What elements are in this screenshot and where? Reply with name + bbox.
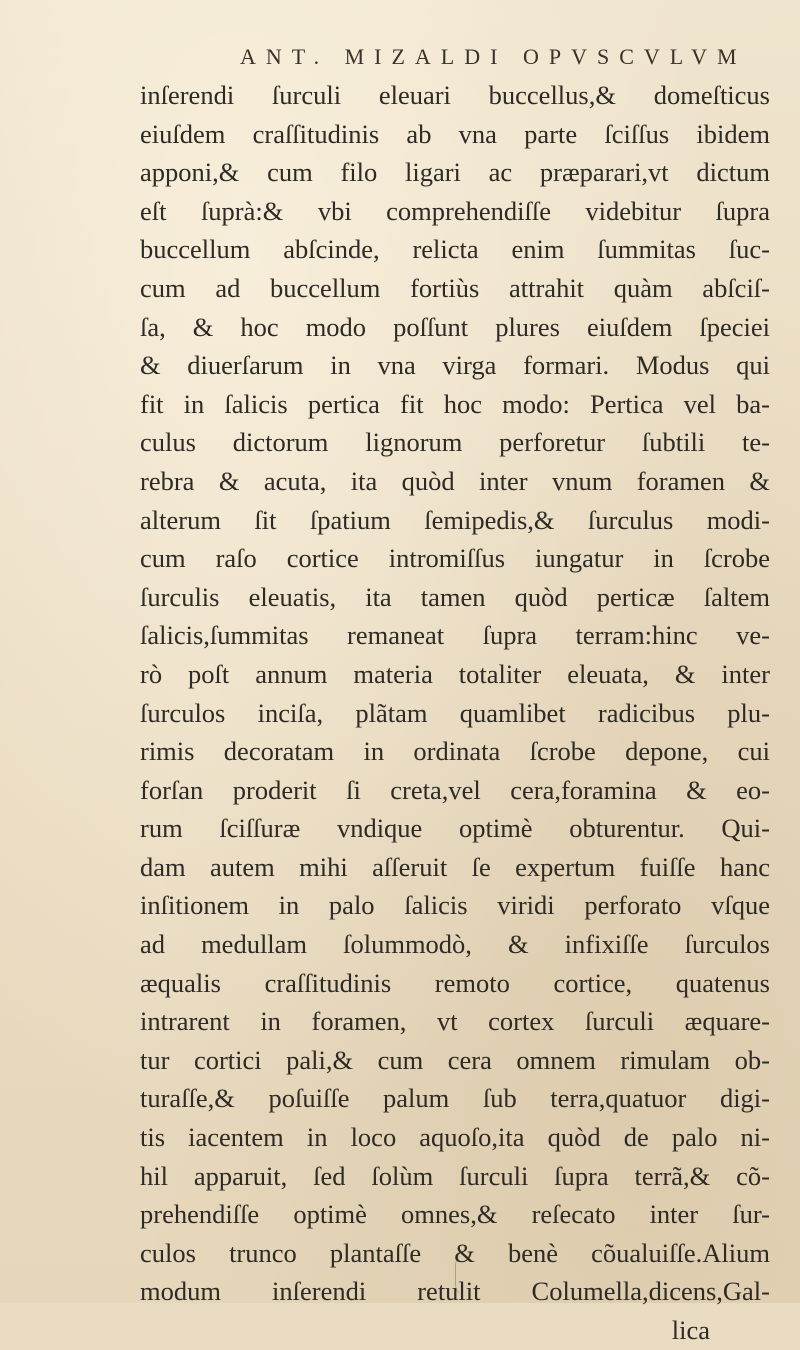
text-line: rò poſt annum materia totaliter eleuata, & inter	[140, 658, 770, 689]
text-line: culos trunco plantaſſe & benè cõualuiſſe.Alium	[140, 1237, 770, 1268]
running-head: ANT. MIZALDI OPVSCVLVM	[240, 44, 747, 69]
text-line: cum ad buccellum fortiùs attrahit quàm abſciſ-	[140, 272, 770, 303]
text-line: ſa, & hoc modo poſſunt plures eiuſdem ſpeciei	[140, 311, 770, 342]
text-line: tur cortici pali,& cum cera omnem rimulam ob-	[140, 1044, 770, 1075]
text-line: ſurculis eleuatis, ita tamen quòd perticæ ſaltem	[140, 581, 770, 612]
text-line: hil apparuit, ſed ſolùm ſurculi ſupra terrã,& cõ-	[140, 1160, 770, 1191]
text-line: ad medullam ſolummodò, & infixiſſe ſurculos	[140, 929, 770, 960]
text-line: eſt ſuprà:& vbi comprehendiſſe videbitur ſupra	[140, 195, 770, 226]
text-line: fit in ſalicis pertica fit hoc modo: Pertica vel ba-	[140, 388, 770, 419]
text-line: turaſſe,& poſuiſſe palum ſub terra,quatuor digi-	[140, 1083, 770, 1114]
text-line: rum ſciſſuræ vndique optimè obturentur. Qui-	[140, 813, 770, 844]
text-line: prehendiſſe optimè omnes,& reſecato inter ſur-	[140, 1199, 770, 1230]
body-text	[140, 76, 770, 1350]
text-line: culus dictorum lignorum perforetur ſubtili te-	[140, 427, 770, 458]
text-line: ſalicis,ſummitas remaneat ſupra terram:hinc ve-	[140, 620, 770, 651]
text-line: inſitionem in palo ſalicis viridi perforato vſque	[140, 890, 770, 921]
text-line: rebra & acuta, ita quòd inter vnum foramen &	[140, 465, 770, 496]
text-line: tis iacentem in loco aquoſo,ita quòd de palo ni-	[140, 1122, 770, 1153]
text-line: æqualis craſſitudinis remoto cortice, quatenus	[140, 967, 770, 998]
text-line: dam autem mihi aſſeruit ſe expertum fuiſſe hanc	[140, 851, 770, 882]
text-line: modum inſerendi retulit Columella,dicens,Gal-	[140, 1276, 770, 1307]
text-line: alterum ſit ſpatium ſemipedis,& ſurculus modi-	[140, 504, 770, 535]
text-line: inſerendi ſurculi eleuari buccellus,& domeſticus	[140, 80, 770, 110]
text-line: rimis decoratam in ordinata ſcrobe depone, cui	[140, 736, 770, 767]
text-line: cum raſo cortice intromiſſus iungatur in ſcrobe	[140, 543, 770, 574]
text-line: buccellum abſcinde, relicta enim ſummitas ſuc-	[140, 234, 770, 265]
catchword: lica	[671, 1315, 710, 1345]
text-line: ſurculos inciſa, plãtam quamlibet radicibus plu-	[140, 697, 770, 728]
text-line: apponi,& cum filo ligari ac præparari,vt dictum	[140, 157, 770, 188]
paper-mark	[455, 1255, 466, 1295]
text-line: forſan proderit ſi creta,vel cera,foramina & eo-	[140, 774, 770, 805]
text-line: eiuſdem craſſitudinis ab vna parte ſciſſus ibidem	[140, 118, 770, 149]
text-line: intrarent in foramen, vt cortex ſurculi æquare-	[140, 1006, 770, 1037]
text-line: & diuerſarum in vna virga formari. Modus qui	[140, 350, 770, 381]
